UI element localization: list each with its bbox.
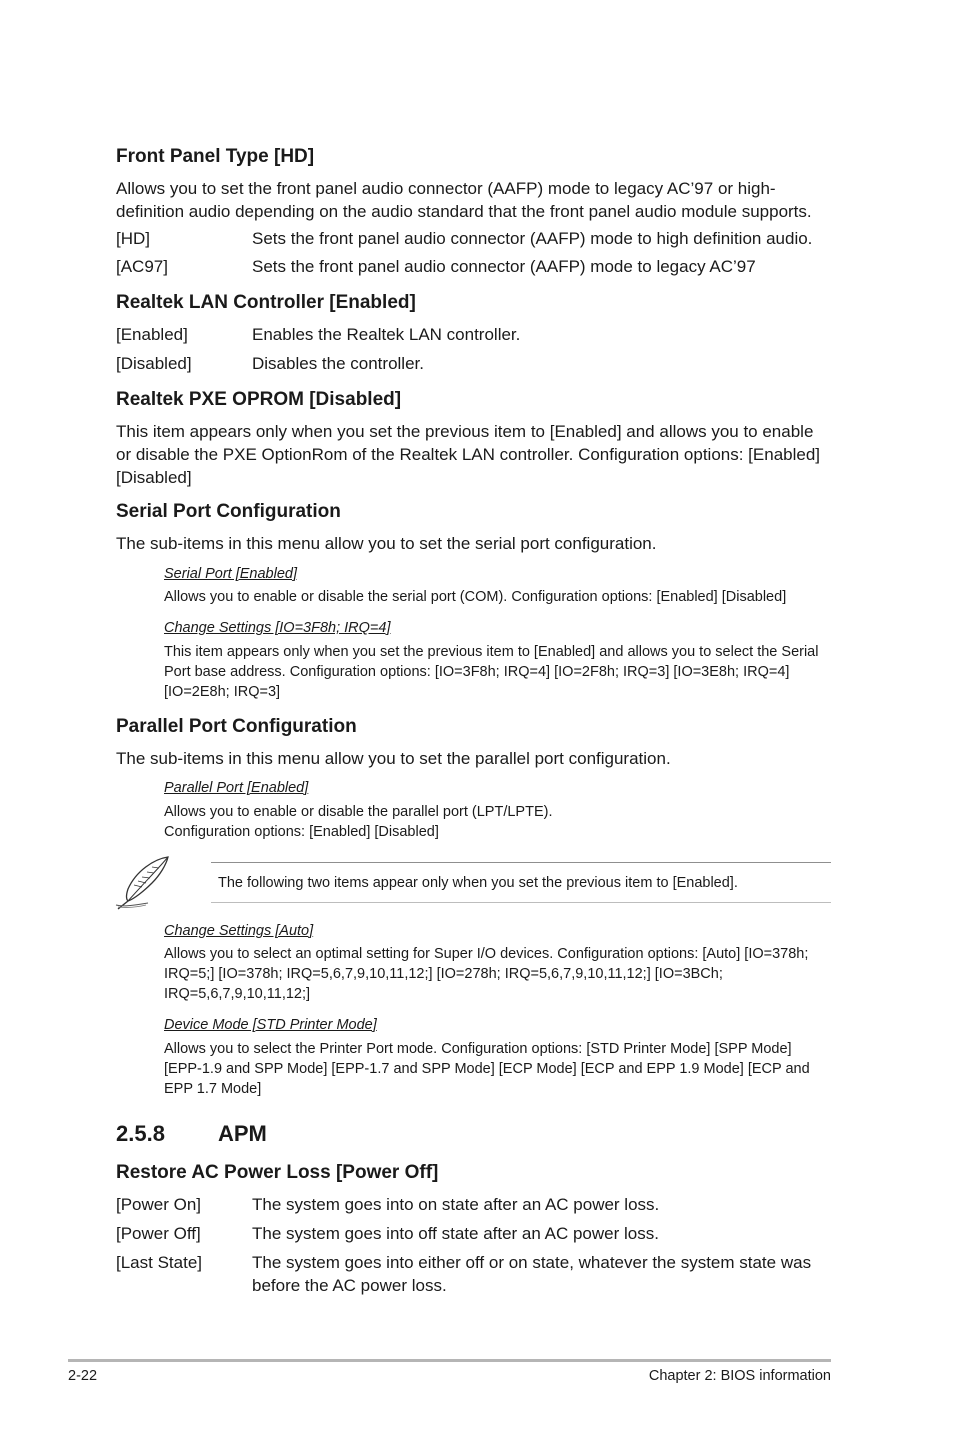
note-feather-icon bbox=[114, 855, 174, 911]
option-description: The system goes into on state after an AC power loss. bbox=[252, 1195, 660, 1214]
serial-port-enabled-subitem-title: Serial Port [Enabled] bbox=[164, 566, 297, 582]
serial-change-settings-subitem-title: Change Settings [IO=3F8h; IRQ=4] bbox=[164, 620, 391, 636]
option-key: [AC97] bbox=[116, 257, 168, 276]
parallel-change-settings-subitem-title: Change Settings [Auto] bbox=[164, 923, 314, 939]
option-key: [Enabled] bbox=[116, 325, 188, 344]
realtek-lan-heading: Realtek LAN Controller [Enabled] bbox=[116, 292, 416, 313]
parallel-change-settings-subitem-description: Allows you to select an optimal setting for Super I/O devices. Configuration options: [Auto] [IO=378h; IRQ=5;] [IO=378h; IRQ=5,6,7,9,10,11,12;] [IO=278h; IRQ=5,6,7,9,10,11,12;] [IO=3BCh; IRQ=5,6,7,9,10,11,12;] bbox=[164, 946, 809, 1002]
realtek-pxe-description: This item appears only when you set the previous item to [Enabled] and allows you to enable or disable the PXE OptionRom of the Realtek LAN controller. Configuration options: [Enabled] [Disabled] bbox=[116, 422, 821, 487]
option-key: [Power Off] bbox=[116, 1224, 201, 1243]
option-description: The system goes into either off or on state, whatever the system state was before the AC power loss. bbox=[252, 1253, 812, 1295]
chapter-title: Chapter 2: BIOS information bbox=[648, 1368, 831, 1384]
note-top-rule bbox=[211, 862, 831, 863]
parallel-port-enabled-line-1: Allows you to enable or disable the parallel port (LPT/LPTE). bbox=[164, 804, 553, 820]
front-panel-type-heading: Front Panel Type [HD] bbox=[116, 146, 315, 167]
page-number: 2-22 bbox=[68, 1368, 98, 1384]
option-key: [Last State] bbox=[116, 1253, 202, 1272]
option-description: The system goes into off state after an AC power loss. bbox=[252, 1224, 659, 1243]
parallel-port-enabled-line-2: Configuration options: [Enabled] [Disabled] bbox=[164, 824, 439, 840]
option-description: Disables the controller. bbox=[252, 354, 424, 373]
serial-change-settings-subitem-description: This item appears only when you set the previous item to [Enabled] and allows you to select the Serial Port base address. Configuration options: [IO=3F8h; IRQ=4] [IO=2F8h; IRQ=3] [IO=3E8h; IRQ=4] [IO=2E8h; IRQ=3] bbox=[164, 644, 819, 700]
front-panel-type-description: Allows you to set the front panel audio connector (AAFP) mode to legacy AC’97 or high-definition audio depending on the audio standard that the front panel audio module supports. bbox=[116, 179, 812, 221]
option-description: Enables the Realtek LAN controller. bbox=[252, 325, 521, 344]
serial-port-enabled-subitem-description: Allows you to enable or disable the serial port (COM). Configuration options: [Enabled] [Disabled] bbox=[164, 589, 787, 605]
section-title: APM bbox=[218, 1121, 267, 1146]
section-number: 2.5.8 bbox=[116, 1121, 165, 1146]
footer-rule bbox=[68, 1359, 831, 1362]
serial-port-heading: Serial Port Configuration bbox=[116, 501, 341, 522]
parallel-port-description: The sub-items in this menu allow you to set the parallel port configuration. bbox=[116, 749, 671, 768]
device-mode-subitem-description: Allows you to select the Printer Port mode. Configuration options: [STD Printer Mode] [SPP Mode] [EPP-1.9 and SPP Mode] [EPP-1.7 and SPP Mode] [ECP Mode] [ECP and EPP 1.9 Mode] [ECP and EPP 1.7 Mode] bbox=[164, 1041, 810, 1097]
parallel-port-heading: Parallel Port Configuration bbox=[116, 716, 357, 737]
device-mode-subitem-title: Device Mode [STD Printer Mode] bbox=[164, 1017, 377, 1033]
option-description: Sets the front panel audio connector (AAFP) mode to legacy AC’97 bbox=[252, 257, 756, 276]
restore-ac-power-loss-heading: Restore AC Power Loss [Power Off] bbox=[116, 1162, 439, 1183]
option-key: [Power On] bbox=[116, 1195, 202, 1214]
option-description: Sets the front panel audio connector (AAFP) mode to high definition audio. bbox=[252, 229, 813, 248]
option-key: [HD] bbox=[116, 229, 150, 248]
serial-port-description: The sub-items in this menu allow you to set the serial port configuration. bbox=[116, 534, 657, 553]
note-bottom-rule bbox=[211, 902, 831, 903]
realtek-pxe-heading: Realtek PXE OPROM [Disabled] bbox=[116, 389, 402, 410]
option-key: [Disabled] bbox=[116, 354, 192, 373]
note-text: The following two items appear only when you set the previous item to [Enabled]. bbox=[218, 875, 738, 891]
parallel-port-enabled-subitem-title: Parallel Port [Enabled] bbox=[164, 780, 309, 796]
